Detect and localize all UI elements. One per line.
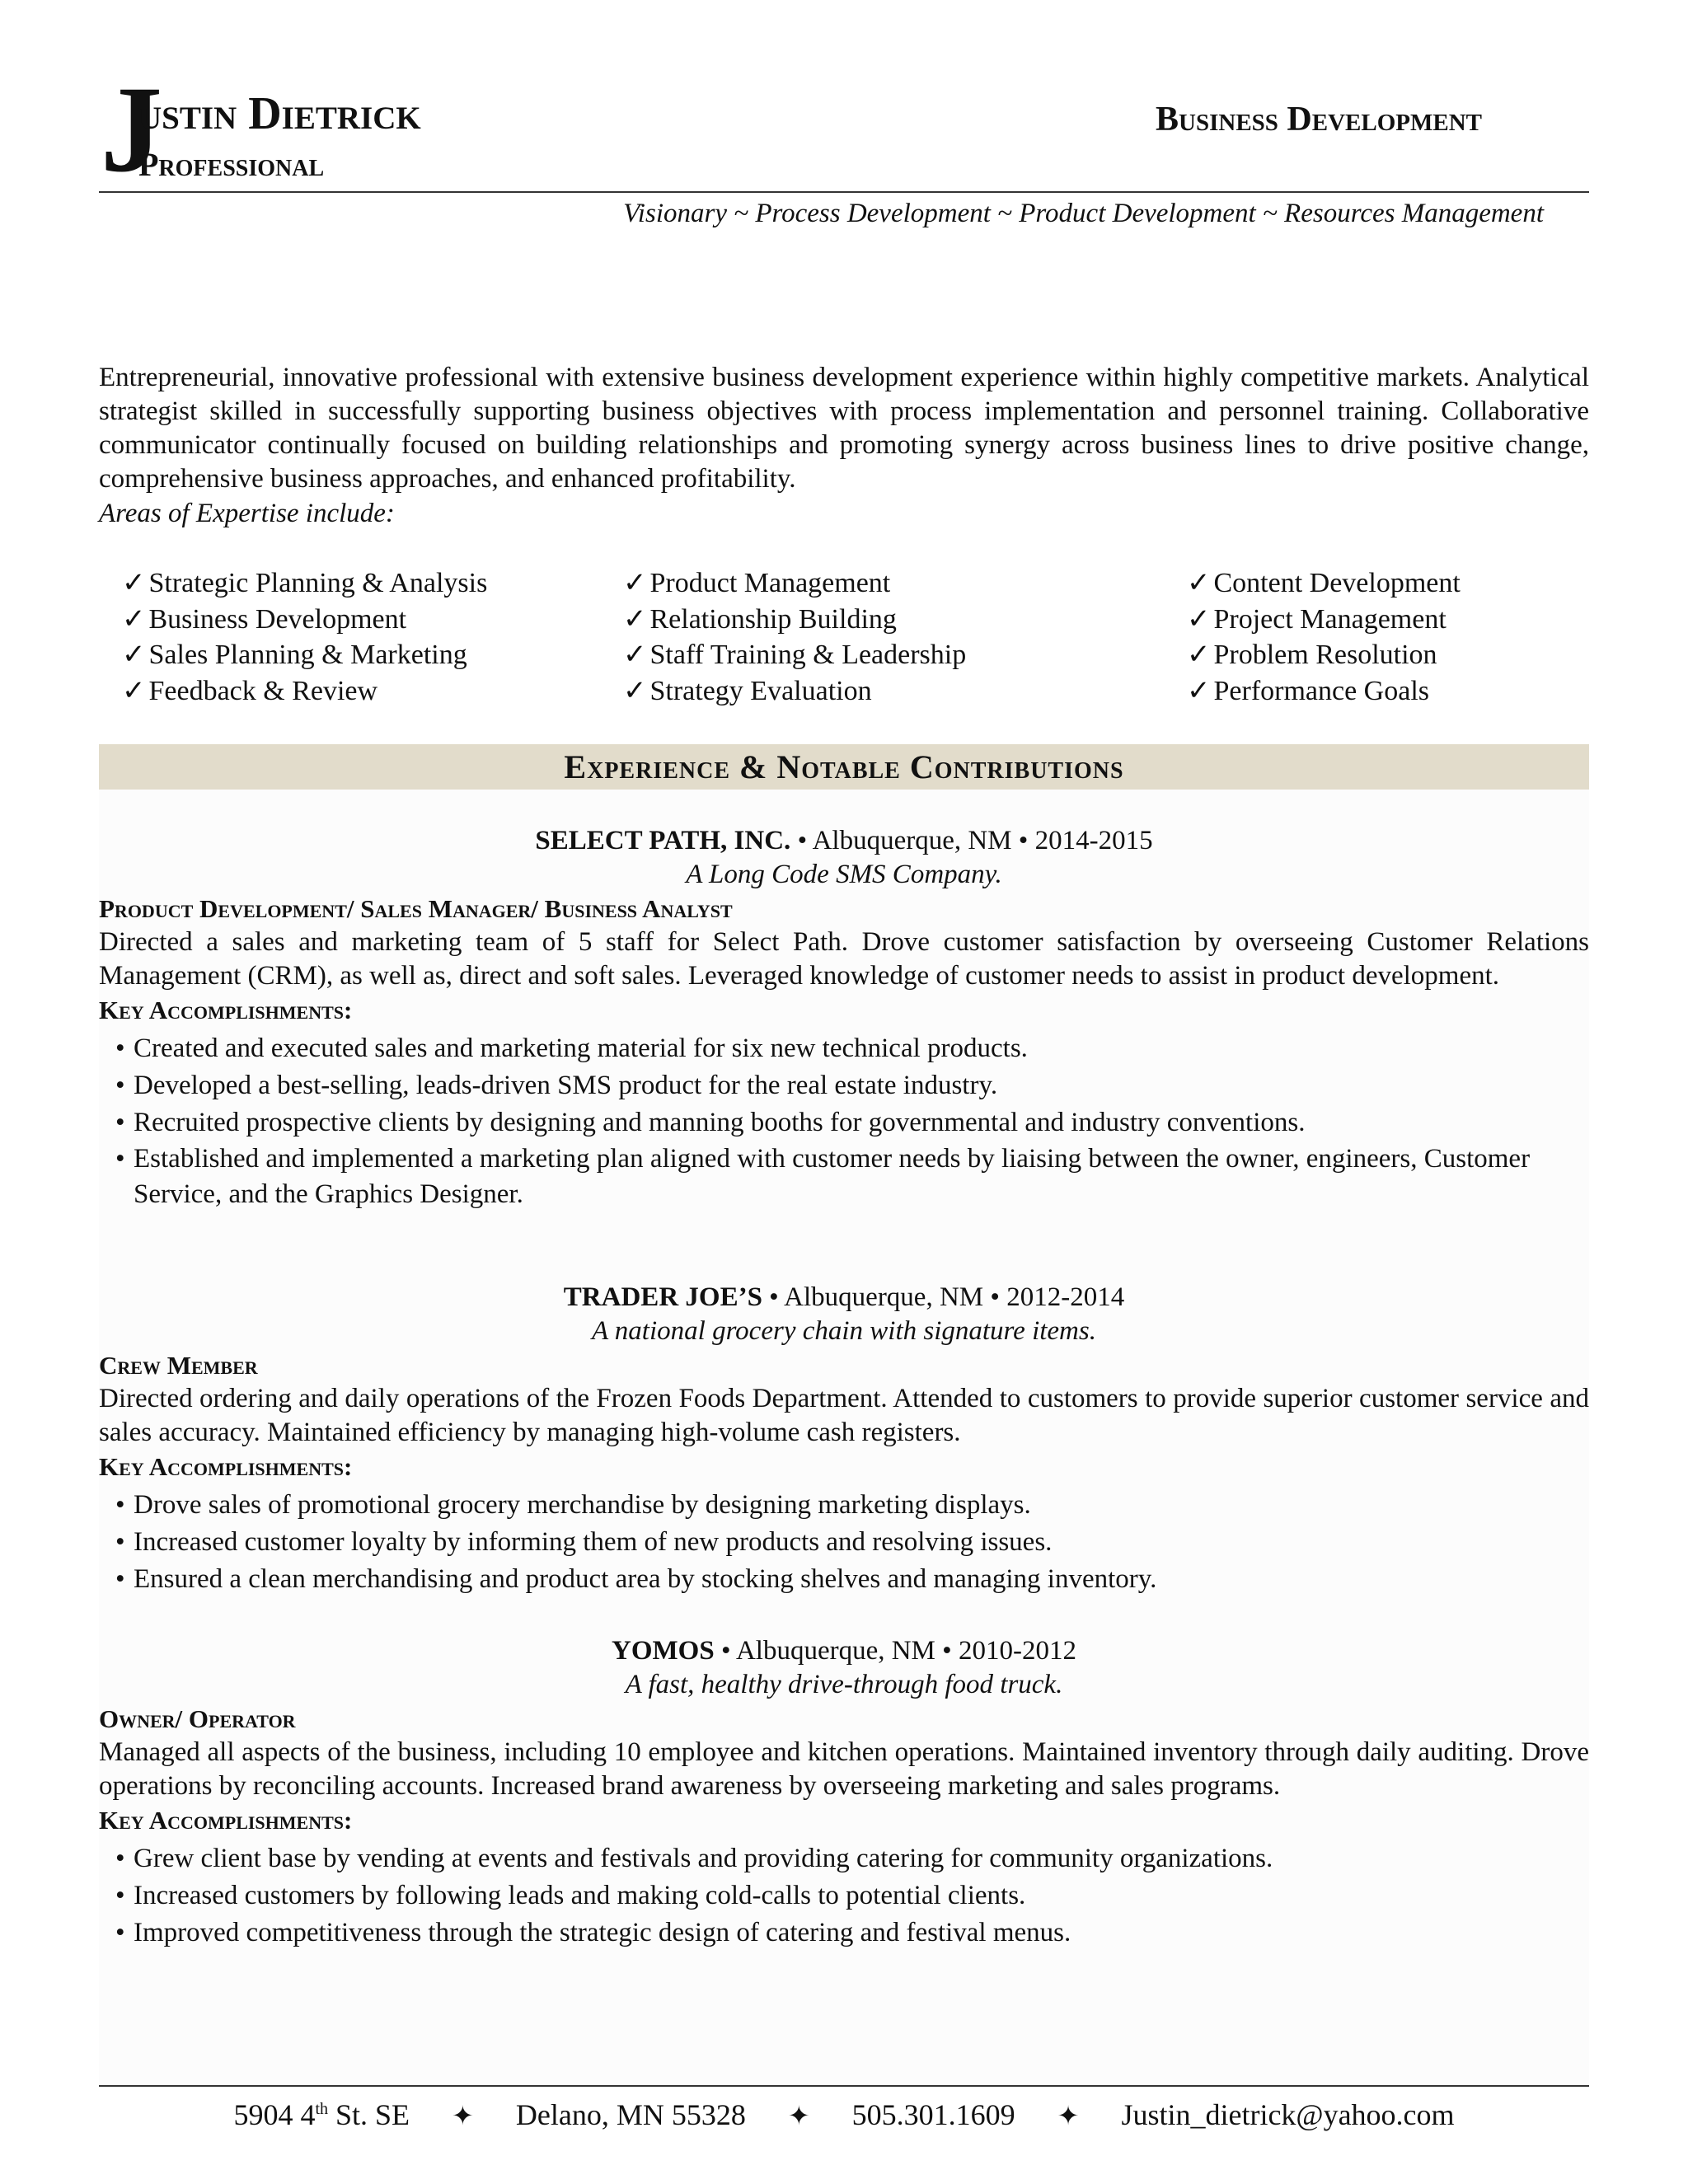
check-icon: ✓ bbox=[122, 640, 146, 670]
job-title: Product Development/ Sales Manager/ Business Analyst bbox=[99, 894, 733, 923]
employment-years: 2014-2015 bbox=[1034, 826, 1153, 855]
list-item: • Established and implemented a marketing plan aligned with customer needs by liaising between the owner, engineers, Customer Service, and the Graphics Designer. bbox=[107, 1141, 1589, 1212]
expertise-item: ✓ Project Management bbox=[1187, 603, 1447, 635]
street-address: 5904 4th St. SE bbox=[233, 2098, 410, 2131]
key-accomplishments-label: Key Accomplishments: bbox=[99, 1452, 353, 1481]
separator-dot: • bbox=[990, 1282, 1000, 1312]
job-entry-yomos bbox=[99, 1634, 1589, 1952]
phone-number: 505.301.1609 bbox=[851, 2098, 1015, 2131]
list-item: • Recruited prospective clients by designing and manning booths for governmental and industry conventions. bbox=[107, 1104, 1589, 1141]
name-initial: J bbox=[101, 61, 162, 198]
expertise-column-1 bbox=[122, 565, 487, 709]
job-summary: Directed ordering and daily operations of the Frozen Foods Department. Attended to customers to provide superior customer service and sales accuracy. Maintained efficiency by managing high-volume cash registers. bbox=[99, 1384, 1589, 1447]
separator-dot: • bbox=[769, 1282, 779, 1312]
accomplishments-list bbox=[99, 1030, 1589, 1212]
company-description: A fast, healthy drive-through food truck. bbox=[625, 1670, 1063, 1699]
check-icon: ✓ bbox=[623, 675, 647, 706]
bullet-icon: • bbox=[115, 1033, 125, 1063]
expertise-column-2 bbox=[623, 565, 966, 709]
job-entry-select-path bbox=[99, 824, 1589, 1212]
employment-years: 2010-2012 bbox=[958, 1636, 1076, 1666]
check-icon: ✓ bbox=[1187, 675, 1211, 706]
list-item: • Created and executed sales and marketing material for six new technical products. bbox=[107, 1030, 1589, 1067]
expertise-item: ✓ Feedback & Review bbox=[122, 675, 378, 706]
star-separator-icon: ✦ bbox=[787, 2101, 810, 2130]
bullet-icon: • bbox=[115, 1071, 125, 1100]
email-link[interactable]: Justin_dietrick@yahoo.com bbox=[1121, 2098, 1455, 2131]
list-item: • Drove sales of promotional grocery merchandise by designing marketing displays. bbox=[107, 1487, 1589, 1524]
check-icon: ✓ bbox=[1187, 568, 1211, 598]
list-item: • Increased customers by following leads and making cold-calls to potential clients. bbox=[107, 1877, 1589, 1915]
accomplishments-list bbox=[99, 1487, 1589, 1598]
job-title: Owner/ Operator bbox=[99, 1704, 296, 1733]
list-item: • Improved competitiveness through the strategic design of catering and festival menus. bbox=[107, 1915, 1589, 1952]
footer-divider bbox=[99, 2085, 1589, 2087]
accomplishments-list bbox=[99, 1840, 1589, 1952]
check-icon: ✓ bbox=[623, 568, 647, 598]
key-accomplishments-label: Key Accomplishments: bbox=[99, 1806, 353, 1835]
list-item: • Ensured a clean merchandising and product area by stocking shelves and managing inventory. bbox=[107, 1561, 1589, 1598]
areas-of-expertise-label: Areas of Expertise include: bbox=[99, 499, 395, 528]
professional-summary: Entrepreneurial, innovative professional with extensive business development experience within highly competitive markets. Analytical strategist skilled in successfully supporting business objectives with process implementation and personnel training. Collaborative communicator continually focused on building relationships and promoting synergy across business lines to drive positive change, comprehensive business approaches, and enhanced profitability. bbox=[99, 363, 1589, 494]
experience-heading: Experience & Notable Contributions bbox=[99, 744, 1589, 790]
company-name: YOMOS bbox=[612, 1636, 715, 1666]
bullet-icon: • bbox=[115, 1490, 125, 1520]
expertise-item: ✓ Business Development bbox=[122, 603, 407, 635]
expertise-item: ✓ Staff Training & Leadership bbox=[623, 640, 967, 670]
expertise-column-3 bbox=[1187, 565, 1461, 709]
star-separator-icon: ✦ bbox=[452, 2101, 474, 2130]
key-accomplishments-label: Key Accomplishments: bbox=[99, 996, 353, 1024]
list-item: • Grew client base by vending at events and festivals and providing catering for community organizations. bbox=[107, 1840, 1589, 1877]
expertise-item: ✓ Strategy Evaluation bbox=[623, 675, 872, 706]
separator-dot: • bbox=[720, 1636, 731, 1666]
check-icon: ✓ bbox=[122, 603, 146, 635]
company-description: A Long Code SMS Company. bbox=[686, 860, 1002, 889]
employment-years: 2012-2014 bbox=[1006, 1282, 1125, 1312]
bullet-icon: • bbox=[115, 1918, 125, 1947]
tagline: Visionary ~ Process Development ~ Product Development ~ Resources Management bbox=[623, 199, 1544, 228]
job-summary: Directed a sales and marketing team of 5 staff for Select Path. Drove customer satisfaction by overseeing Customer Relations Management (CRM), as well as, direct and soft sales. Leveraged knowledge of customer needs to assist in product development. bbox=[99, 927, 1589, 991]
company-location: Albuquerque, NM bbox=[812, 826, 1012, 855]
career-field: Business Development bbox=[1156, 101, 1482, 138]
check-icon: ✓ bbox=[1187, 640, 1211, 670]
expertise-item: ✓ Sales Planning & Marketing bbox=[122, 640, 467, 670]
job-summary: Managed all aspects of the business, including 10 employee and kitchen operations. Maintained inventory through daily auditing. Drove operations by reconciling accounts. Increased brand awareness by overseeing marketing and sales programs. bbox=[99, 1737, 1589, 1801]
company-name: SELECT PATH, INC. bbox=[535, 826, 791, 855]
check-icon: ✓ bbox=[1187, 603, 1211, 635]
star-separator-icon: ✦ bbox=[1057, 2101, 1080, 2130]
expertise-item: ✓ Strategic Planning & Analysis bbox=[122, 568, 488, 598]
expertise-item: ✓ Product Management bbox=[623, 568, 891, 598]
bullet-icon: • bbox=[115, 1881, 125, 1910]
header-divider bbox=[99, 191, 1589, 193]
company-line bbox=[99, 1634, 1589, 1668]
job-title: Crew Member bbox=[99, 1351, 258, 1380]
bullet-icon: • bbox=[115, 1564, 125, 1594]
company-description: A national grocery chain with signature items. bbox=[592, 1316, 1096, 1346]
expertise-item: ✓ Performance Goals bbox=[1187, 675, 1430, 706]
list-item: • Developed a best-selling, leads-driven SMS product for the real estate industry. bbox=[107, 1067, 1589, 1104]
expertise-item: ✓ Relationship Building bbox=[623, 603, 897, 635]
expertise-item: ✓ Content Development bbox=[1187, 568, 1461, 598]
contact-footer bbox=[0, 2088, 1688, 2136]
company-name: TRADER JOE’S bbox=[563, 1282, 762, 1312]
company-location: Albuquerque, NM bbox=[735, 1636, 935, 1666]
bullet-icon: • bbox=[115, 1144, 125, 1174]
check-icon: ✓ bbox=[122, 675, 146, 706]
company-line bbox=[99, 1281, 1589, 1315]
bullet-icon: • bbox=[115, 1527, 125, 1557]
company-location: Albuquerque, NM bbox=[784, 1282, 984, 1312]
bullet-icon: • bbox=[115, 1108, 125, 1137]
city-state-zip: Delano, MN 55328 bbox=[515, 2098, 746, 2131]
check-icon: ✓ bbox=[623, 603, 647, 635]
check-icon: ✓ bbox=[122, 568, 146, 598]
separator-dot: • bbox=[942, 1636, 952, 1666]
check-icon: ✓ bbox=[623, 640, 647, 670]
separator-dot: • bbox=[1018, 826, 1029, 855]
list-item: • Increased customer loyalty by informing them of new products and resolving issues. bbox=[107, 1524, 1589, 1561]
separator-dot: • bbox=[797, 826, 808, 855]
bullet-icon: • bbox=[115, 1844, 125, 1873]
job-entry-trader-joes bbox=[99, 1281, 1589, 1598]
expertise-item: ✓ Problem Resolution bbox=[1187, 640, 1437, 670]
company-line bbox=[99, 824, 1589, 858]
candidate-subtitle: Professional bbox=[138, 146, 325, 183]
candidate-name: ustin Dietrick bbox=[138, 88, 421, 139]
